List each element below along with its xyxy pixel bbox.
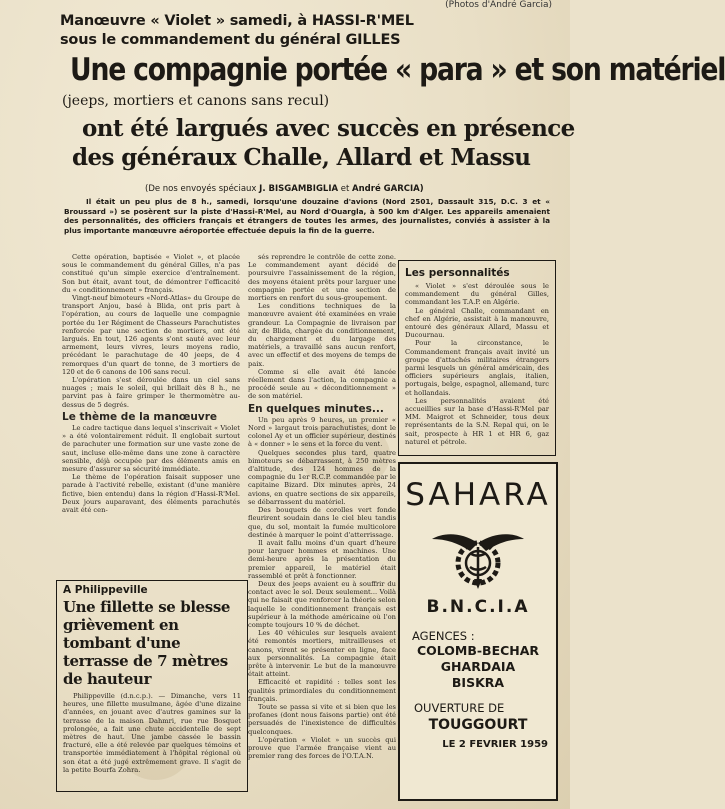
ad-bank-name: B.N.C.I.A: [426, 597, 530, 617]
byline-author-2: André GARCIA): [352, 184, 424, 194]
paragraph: Toute se passa si vite et si bien que les profanes (dont nous faisons partie) ont été persuadés de l'inexistence de difficultés quelconques.: [248, 702, 396, 736]
dateline-place: A Philippeville: [63, 584, 148, 596]
ad-title: SAHARA: [405, 477, 551, 513]
paragraph: Un peu après 9 heures, un premier « Nord » largaut trois parachutistes, dont le colonel Ay et un officier supérieur, destinés à « donner » le sens et la force du vent.: [248, 415, 396, 449]
paragraph: Le cadre tactique dans lequel s'inscrivait « Violet » a été volontairement réduit. Il englobait surtout de parachuter une formation sur une vaste zone de saut, incluse elle-même dans une zone à caractère sensible, déjà occupée par des éléments amis en mesure d'assurer sa sécurité immédiate.: [62, 424, 240, 474]
byline-conjunction: et: [340, 184, 350, 194]
paragraph: Le général Challe, commandant en chef en Algérie, assistait à la manœuvre, entouré des généraux Allard, Massu et Ducournau.: [405, 306, 549, 340]
ad-agencies-label: AGENCES :: [412, 629, 475, 643]
lede-paragraph: Il était un peu plus de 8 h., samedi, lorsqu'une douzaine d'avions (Nord 2501, Dassault 315, D.C. 3 et « Broussard ») se posèrent sur la piste d'Hassi-R'Mel, au Nord d'Ouargla, à 500 km d'Alger. Les appareils amenaient des personnalités, des officiers français et étrangers de toutes les armes, des journalistes, conviés à assister à la plus importante manœuvre aéroportée effectuée depuis la fin de la guerre.: [64, 197, 550, 235]
bncia-gear-winged-emblem-icon: [430, 523, 526, 593]
bank-advertisement: [398, 462, 558, 801]
paragraph: Il avait fallu moins d'un quart d'heure pour larguer hommes et machines. Une demi-heure après la présentation du premier appareil, le matériel était rassemblé et prêt à fonctionner.: [248, 538, 396, 580]
paragraph: Vingt-neuf bimoteurs «Nord-Atlas» du Groupe de transport Anjou, basé à Blida, ont pris part à l'opération, au cours de laquelle une compagnie portée du 1er Régiment de Chasseurs Parachutistes renforcée par une section de mortiers, ont été largués. En tout, 126 agents s'ont sauté avec leur armement, leurs vivres, leurs moyens radio, précédant le parachutage de 40 jeeps, de 4 remorques d'un quart de tonne, de 3 mortiers de 120 et de 6 canons de 106 sans recul.: [62, 294, 240, 376]
ad-city: COLOMB-BECHAR: [416, 643, 540, 658]
personalities-title: Les personnalités: [405, 267, 510, 279]
section-heading-minutes: En quelques minutes...: [248, 402, 384, 415]
kicker-line-2: sous le commandement du général GILLES: [60, 32, 401, 48]
section-heading-theme: Le thème de la manœuvre: [62, 410, 218, 423]
deck-line-1: ont été largués avec succès en présence: [82, 115, 575, 142]
main-headline: Une compagnie portée « para » et son matériel: [70, 52, 725, 88]
paragraph: Les personnalités avaient été accueillies sur la base d'Hassi-R'Mel par MM. Maigrot et Schneider, tous deux représentants de la S.N. Repal qui, on le sait, prospecte à HR 1 et HR 6, gaz naturel et pétrole.: [405, 396, 549, 446]
byline-author-1: J. BISGAMBIGLIA: [259, 184, 339, 194]
paragraph: Le thème de l'opération faisait supposer une parade à l'activité rebelle, existant (d'une manière fictive, bien entendu) dans la région d'Hassi-R'Mel. Deux jours auparavant, des éléments parachutés avait été cen-: [62, 473, 240, 515]
paragraph: Cette opération, baptisée « Violet », et placée sous le commandement du général Gilles, n'a pas constitué qu'un simple exercice d'entraînement. Son but était, avant tout, de démontrer l'efficacité du « conditionnement » français.: [62, 253, 240, 294]
paragraph: L'opération « Violet » un succès qui prouve que l'armée française vient au premier rang des forces de l'O.T.A.N.: [248, 735, 396, 761]
ad-city: BISKRA: [451, 675, 505, 690]
paragraph: Pour la circonstance, le Commandement français avait invité un groupe d'attachés militaires étrangers parmi lesquels un général américain, des officiers supérieurs anglais, italien, portugais, belge, espagnol, allemand, turc et hollandais.: [405, 339, 549, 397]
paragraph: « Violet » s'est déroulée sous le commandement du général Gilles, commandant les T.A.P. en Algérie.: [405, 282, 549, 307]
byline-prefix: (De nos envoyés spéciaux: [145, 184, 257, 194]
ad-opening-city: TOUGGOURT: [428, 717, 528, 733]
paragraph: sés reprendre le contrôle de cette zone. Le commandement ayant décidé de poursuivre l'assainissement de la région, des moyens étaient prêts pour larguer une compagnie portée et une section de mortiers en renfort du sous-groupement.: [248, 253, 396, 303]
paragraph: Philippeville (d.n.c.p.). — Dimanche, vers 11 heures, une fillette musulmane, âgée d'une dizaine d'années, en jouant avec d'autres gamines sur la terrasse de la maison Dahmri, rue rue Bosquet prolongée, a fait une chute accidentelle de sept mètres de haut. Une jambe cassée le bassin fracturé, elle a été relevée par quelques témoins et transportée immédiatement à l'hôpital régional où son état a été jugé extrêmement grave. Il s'agit de la petite Bourfa Zohra.: [63, 692, 241, 774]
paragraph: Deux des jeeps avaient eu à souffrir du contact avec le sol. Deux seulement... Voilà qui ne faisait que renforcer la théorie selon laquelle le conditionnement français est supérieur à la méthode américaine où l'on compte toujours 10 % de déchet.: [248, 579, 396, 629]
paragraph: L'opération s'est déroulée dans un ciel sans nuages ; mais le soleil, qui brillait dès 8 h., ne parvint pas à faire grimper le thermomètre au-dessus de 5 degrés.: [62, 376, 240, 409]
paragraph: Les 40 véhicules sur lesquels avaient été remontés mortiers, mitrailleuses et canons, virent se présenter en ligne, face aux personnalités. La compagnie était prête à intervenir. Le but de la manœuvre était atteint.: [248, 629, 396, 679]
ad-opening-date: LE 2 FEVRIER 1959: [442, 739, 548, 750]
philippeville-headline: Une fillette se blesse grièvement en tombant d'une terrasse de 7 mètres de hauteur: [63, 598, 231, 688]
paragraph: Efficacité et rapidité : telles sont les qualités primordiales du conditionnement français.: [248, 678, 396, 703]
photo-credit: (Photos d'André Garcia): [445, 0, 552, 10]
paragraph: Quelques secondes plus tard, quatre bimoteurs se débarrassent, à 250 mètres d'altitude, des 124 hommes de la compagnie du 1er R.C.P. commandée par le capitaine Bizard. Dix minutes après, 24 avions, en quatre sections de six appareils, se débarrassent du matériel.: [248, 448, 396, 506]
personalities-box: [398, 260, 556, 456]
subheadline: (jeeps, mortiers et canons sans recul): [62, 93, 330, 109]
article-column-1: [62, 253, 240, 514]
byline: [145, 184, 424, 194]
philippeville-box: [56, 580, 248, 792]
paragraph: Les conditions techniques de la manœuvre avaient été examinées en vraie grandeur. La Compagnie de livraison par air, de Blida, chargée du conditionnement, du chargement et du largage des matériels, a travaillé sans aucun renfort, avec un effectif et des moyens de temps de paix.: [248, 302, 396, 368]
kicker-line-1: Manœuvre « Violet » samedi, à HASSI-R'MEL: [60, 13, 414, 29]
article-column-2: [248, 253, 396, 760]
paragraph: Des bouquets de corolles vert fonde fleurirent soudain dans le ciel bleu tandis que, du sol, montait la fumée multicolore destinée à marquer le point d'atterrissage.: [248, 506, 396, 539]
paragraph: Comme si elle avait été lancée réellement dans l'action, la compagnie a procédé seule au « déconditionnement » de son matériel.: [248, 367, 396, 401]
ad-opening-label: OUVERTURE DE: [414, 701, 505, 715]
deck-line-2: des généraux Challe, Allard et Massu: [72, 144, 531, 171]
ad-city: GHARDAIA: [440, 659, 516, 674]
